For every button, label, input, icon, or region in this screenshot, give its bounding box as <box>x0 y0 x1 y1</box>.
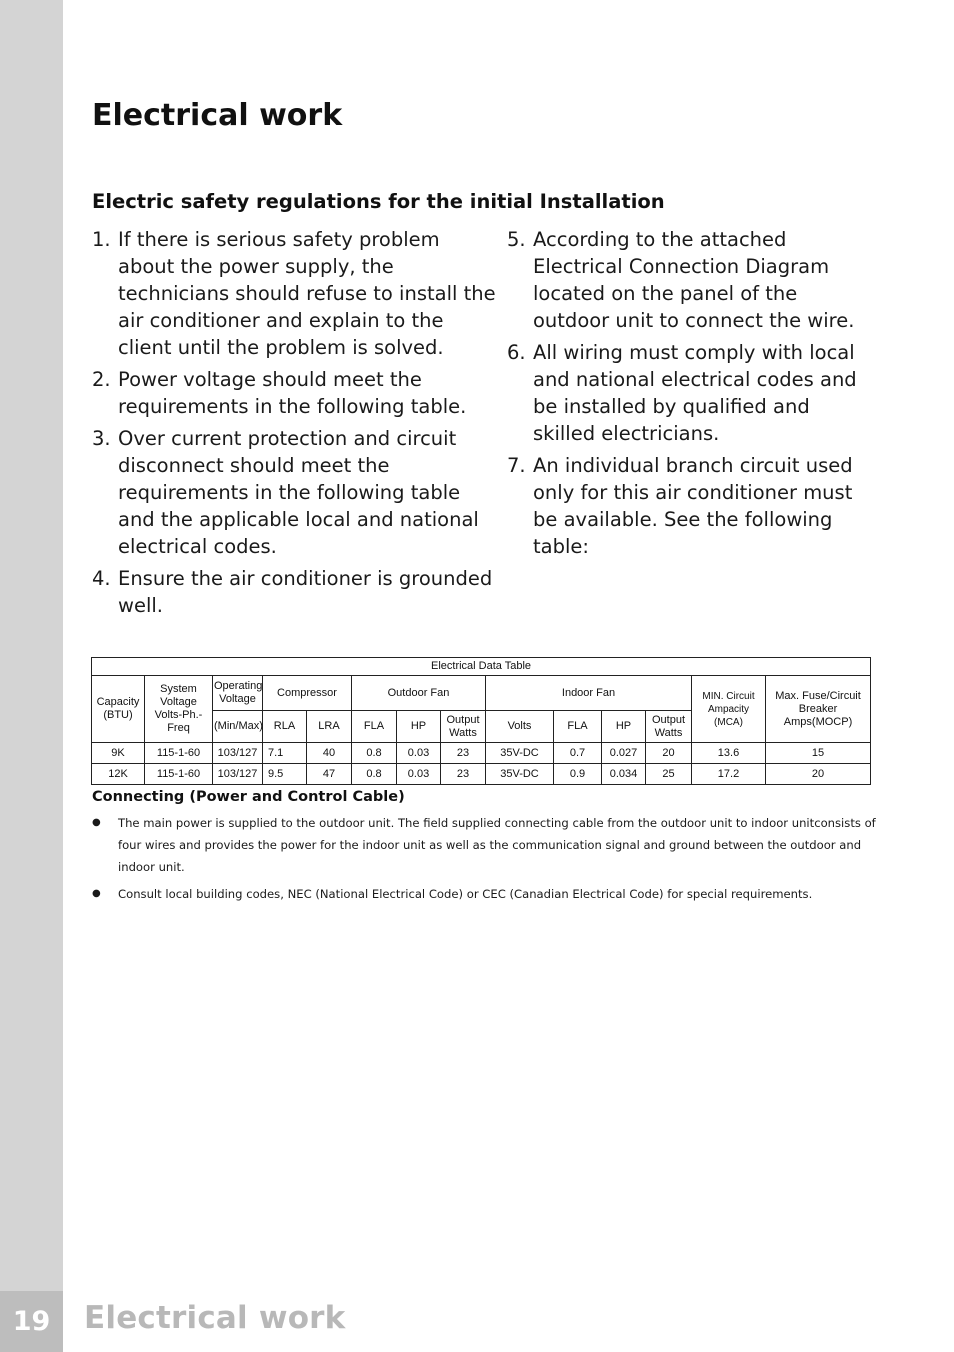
item-text: An individual branch circuit used only for this air conditioner must be available. See the following table: <box>533 454 853 558</box>
header-indoor-hp: HP <box>602 711 646 743</box>
cell-outdoor-fla: 0.8 <box>352 743 397 764</box>
cell-capacity: 9K <box>92 743 145 764</box>
cell-outdoor-hp: 0.03 <box>397 743 441 764</box>
cell-lra: 47 <box>307 764 352 785</box>
cell-capacity: 12K <box>92 764 145 785</box>
bullet-dot-icon: ● <box>92 817 101 828</box>
table-caption: Electrical Data Table <box>92 658 871 676</box>
cell-mca: 17.2 <box>692 764 766 785</box>
cell-system-voltage: 115-1-60 <box>145 743 213 764</box>
bullet-dot-icon: ● <box>92 888 101 899</box>
cell-mocp: 15 <box>766 743 871 764</box>
cable-bullets <box>92 812 882 910</box>
cell-volts: 35V-DC <box>486 764 554 785</box>
item-number: 6. <box>507 341 526 364</box>
header-outdoor-watts: Output Watts <box>441 711 486 743</box>
cell-rla: 9.5 <box>263 764 307 785</box>
header-compressor: Compressor <box>263 676 352 711</box>
cell-outdoor-watts: 23 <box>441 764 486 785</box>
item-number: 7. <box>507 454 526 477</box>
list-item <box>507 226 869 334</box>
header-outdoor-fan: Outdoor Fan <box>352 676 486 711</box>
list-item <box>507 452 869 560</box>
item-text: Ensure the air conditioner is grounded well. <box>118 567 493 617</box>
cable-section-title: Connecting (Power and Control Cable) <box>92 789 405 805</box>
header-outdoor-hp: HP <box>397 711 441 743</box>
bullet-item <box>92 883 882 905</box>
item-number: 5. <box>507 228 526 251</box>
cell-lra: 40 <box>307 743 352 764</box>
table-row <box>92 743 871 764</box>
header-mca: MIN. Circuit Ampacity (MCA) <box>692 676 766 743</box>
cell-rla: 7.1 <box>263 743 307 764</box>
cell-operating-voltage: 103/127 <box>213 743 263 764</box>
item-number: 4. <box>92 567 111 590</box>
bullet-text: The main power is supplied to the outdoor unit. The field supplied connecting cable from the outdoor unit to indoor unitconsists of four wires and provides the power for the indoor unit as well as the communication signal and ground between the outdoor and indoor unit. <box>118 816 876 874</box>
item-text: Over current protection and circuit disconnect should meet the requirements in the following table and the applicable local and national electrical codes. <box>118 427 479 558</box>
cell-mocp: 20 <box>766 764 871 785</box>
header-rla: RLA <box>263 711 307 743</box>
side-band <box>0 0 63 1352</box>
header-mocp: Max. Fuse/Circuit Breaker Amps(MOCP) <box>766 676 871 743</box>
cell-indoor-fla: 0.9 <box>554 764 602 785</box>
header-outdoor-fla: FLA <box>352 711 397 743</box>
header-indoor-fan: Indoor Fan <box>486 676 692 711</box>
cell-operating-voltage: 103/127 <box>213 764 263 785</box>
bullet-item <box>92 812 882 878</box>
list-item <box>92 226 497 361</box>
footer-title: Electrical work <box>84 1300 346 1336</box>
electrical-data-table <box>91 657 871 785</box>
list-item <box>507 339 869 447</box>
header-operating-sub: (Min/Max) <box>213 711 263 743</box>
cell-mca: 13.6 <box>692 743 766 764</box>
section-title: Electric safety regulations for the initial Installation <box>92 190 665 213</box>
cell-indoor-hp: 0.034 <box>602 764 646 785</box>
item-text: All wiring must comply with local and national electrical codes and be installed by qualified and skilled electricians. <box>533 341 857 445</box>
table-row <box>92 764 871 785</box>
header-indoor-watts: Output Watts <box>646 711 692 743</box>
header-capacity: Capacity (BTU) <box>92 676 145 743</box>
cell-outdoor-hp: 0.03 <box>397 764 441 785</box>
cell-indoor-watts: 25 <box>646 764 692 785</box>
electrical-data-table-wrap <box>91 657 870 785</box>
header-volts: Volts <box>486 711 554 743</box>
cell-indoor-hp: 0.027 <box>602 743 646 764</box>
list-item <box>92 425 497 560</box>
page-title: Electrical work <box>92 98 343 133</box>
header-indoor-fla: FLA <box>554 711 602 743</box>
header-lra: LRA <box>307 711 352 743</box>
header-operating-voltage: Operating Voltage <box>213 676 263 711</box>
cell-system-voltage: 115-1-60 <box>145 764 213 785</box>
regulations-list-left <box>92 226 497 624</box>
page-number: 19 <box>0 1291 63 1352</box>
item-text: According to the attached Electrical Connection Diagram located on the panel of the outdoor unit to connect the wire. <box>533 228 855 332</box>
cell-volts: 35V-DC <box>486 743 554 764</box>
bullet-text: Consult local building codes, NEC (National Electrical Code) or CEC (Canadian Electrical Code) for special requirements. <box>118 887 813 901</box>
item-number: 2. <box>92 368 111 391</box>
cell-indoor-watts: 20 <box>646 743 692 764</box>
header-system-voltage: System Voltage Volts-Ph.-Freq <box>145 676 213 743</box>
list-item <box>92 366 497 420</box>
item-text: If there is serious safety problem about the power supply, the technicians should refuse to install the air conditioner and explain to the client until the problem is solved. <box>118 228 496 359</box>
item-number: 1. <box>92 228 111 251</box>
item-number: 3. <box>92 427 111 450</box>
cell-outdoor-watts: 23 <box>441 743 486 764</box>
cell-indoor-fla: 0.7 <box>554 743 602 764</box>
list-item <box>92 565 497 619</box>
regulations-list-right <box>507 226 869 565</box>
cell-outdoor-fla: 0.8 <box>352 764 397 785</box>
item-text: Power voltage should meet the requirements in the following table. <box>118 368 467 418</box>
